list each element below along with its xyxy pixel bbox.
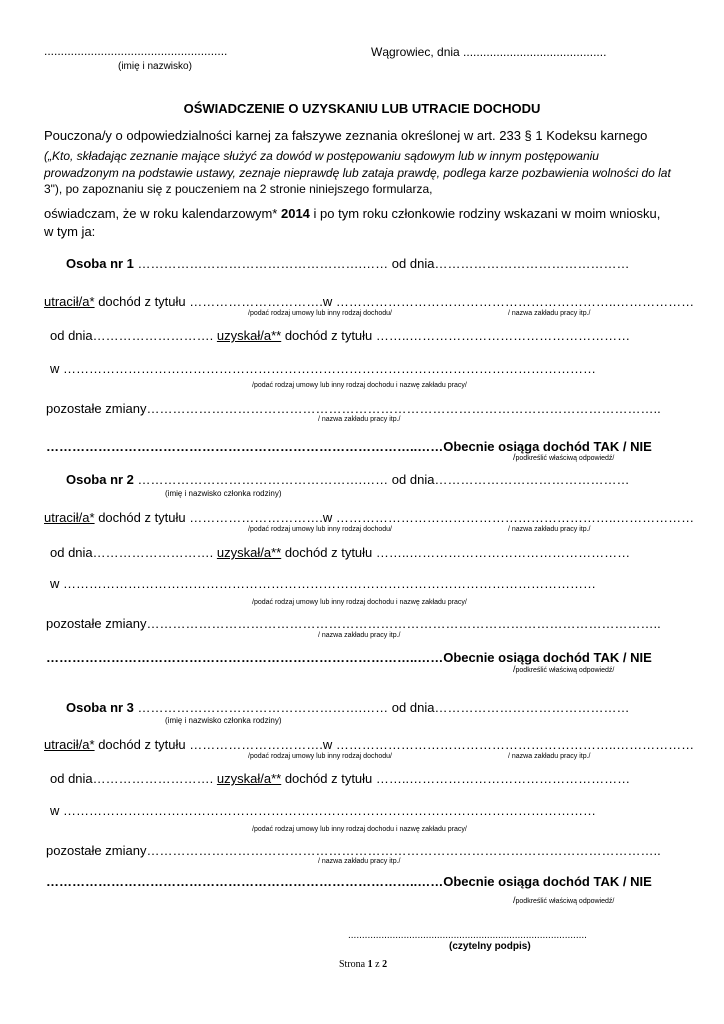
person-2-gained: uzyskał/a** — [216, 545, 282, 560]
person-1-lost: utracił/a* — [44, 294, 95, 309]
person-3-name-dots: …………………………………………….…… — [137, 700, 392, 715]
person-1-name-dots: …………………………………………….…… — [137, 256, 392, 271]
person-3-member-hint: (imię i nazwisko członka rodziny) — [165, 716, 282, 725]
person-3-hint-workplace: / nazwa zakładu pracy itp./ — [508, 753, 591, 760]
intro-quote-3: 3"), po zapoznaniu się z pouczeniem na 2 stronie niniejszego formularza, — [44, 182, 433, 196]
person-3-hint-type-workplace: /podać rodzaj umowy lub inny rodzaj dochodu i nazwę zakładu pracy/ — [252, 826, 467, 833]
person-2-from-date: od dnia — [391, 472, 435, 487]
person-1-hint-other: / nazwa zakładu pracy itp./ — [318, 416, 401, 423]
person-2-w-row: w …………………………………………………………………………………………………………… — [50, 576, 597, 591]
page-number: Strona 1 z 2 — [339, 959, 388, 970]
person-3-currently-row: …………………………………………………………………………..……Obecnie osiąga dochód TAK / NIE — [46, 874, 652, 889]
intro-quote-2: prowadzonym na podstawie ustawy, zeznaje nieprawdę lub zataja prawdę, podlega karze pozbawienia wolności do lat — [44, 166, 671, 180]
person-2-hint-type-workplace: /podać rodzaj umowy lub inny rodzaj dochodu i nazwę zakładu pracy/ — [252, 599, 467, 606]
person-2-label: Osoba nr 2 — [66, 472, 134, 487]
person-1-hint-type-workplace: /podać rodzaj umowy lub inny rodzaj dochodu i nazwę zakładu pracy/ — [252, 382, 467, 389]
person-1-gained: uzyskał/a** — [216, 328, 282, 343]
person-1-hint-type: /podać rodzaj umowy lub inny rodzaj dochodu/ — [248, 310, 392, 317]
person-3-label: Osoba nr 3 — [66, 700, 134, 715]
person-2-hint-type: /podać rodzaj umowy lub inny rodzaj dochodu/ — [248, 526, 392, 533]
person-2-currently: Obecnie osiąga dochód TAK / NIE — [443, 650, 652, 665]
person-3-hint-other: / nazwa zakładu pracy itp./ — [318, 858, 401, 865]
intro-line-1: Pouczona/y o odpowiedzialności karnej za fałszywe zeznania określonej w art. 233 § 1 Kodeksu karnego — [44, 128, 648, 143]
person-1-date-dots: ……………………………………… — [434, 256, 630, 271]
person-2-hint-workplace: / nazwa zakładu pracy itp./ — [508, 526, 591, 533]
person-2-other-row: pozostałe zmiany……………………………………………………………………………………………………….. — [46, 616, 661, 631]
person-1-lost-row: utracił/a* dochód z tytułu ………………………….w ………………………………………………………..……………… — [44, 294, 695, 309]
person-2-currently-row: …………………………………………………………………………..……Obecnie osiąga dochód TAK / NIE — [46, 650, 652, 665]
person-2-hint-other: / nazwa zakładu pracy itp./ — [318, 632, 401, 639]
person-1-other-row: pozostałe zmiany……………………………………………………………………………………………………….. — [46, 401, 661, 416]
person-2-lost-row: utracił/a* dochód z tytułu ………………………….w ………………………………………………………..……………… — [44, 510, 695, 525]
person-3-w-row: w …………………………………………………………………………………………………………… — [50, 803, 597, 818]
declaration-pre: oświadczam, że w roku kalendarzowym* — [44, 206, 281, 221]
person-1-row — [66, 256, 629, 271]
intro-quote-1: („Kto, składając zeznanie mające służyć za dowód w postępowaniu sądowym lub w innym postępowaniu — [44, 149, 599, 163]
person-3-hint-type: /podać rodzaj umowy lub inny rodzaj dochodu/ — [248, 753, 392, 760]
page-title: OŚWIADCZENIE O UZYSKANIU LUB UTRACIE DOCHODU — [183, 101, 541, 116]
declaration-line-2: w tym ja: — [44, 224, 96, 239]
person-3-row — [66, 700, 629, 715]
person-1-currently-row: …………………………………………………………………………..……Obecnie osiąga dochód TAK / NIE — [46, 439, 652, 454]
person-2-gained-row: od dnia………………………. uzyskał/a** dochód z tytułu ……..…………………………………………… — [50, 545, 631, 560]
signature-label: (czytelny podpis) — [449, 941, 531, 952]
declaration-year: 2014 — [280, 206, 310, 221]
person-3-gained: uzyskał/a** — [216, 771, 282, 786]
person-2-member-hint: (imię i nazwisko członka rodziny) — [165, 489, 282, 498]
person-1-from-date: od dnia — [391, 256, 435, 271]
place-date: Wągrowiec, dnia ........................................... — [371, 45, 607, 59]
person-2-date-dots: ……………………………………… — [434, 472, 630, 487]
signature-dots: ...................................................................................... — [348, 930, 587, 941]
person-2-name-dots: …………………………………………….…… — [137, 472, 392, 487]
declaration-post: i po tym roku członkowie rodziny wskazani w moim wniosku, — [309, 206, 661, 221]
person-2-lost: utracił/a* — [44, 510, 95, 525]
person-3-lost-row: utracił/a* dochód z tytułu ………………………….w ………………………………………………………..……………… — [44, 737, 695, 752]
person-3-date-dots: ……………………………………… — [434, 700, 630, 715]
declaration-line-1 — [44, 206, 660, 221]
name-dots: ....................................................... — [44, 44, 228, 58]
person-3-gained-row: od dnia………………………. uzyskał/a** dochód z tytułu ……..…………………………………………… — [50, 771, 631, 786]
person-1-hint-workplace: / nazwa zakładu pracy itp./ — [508, 310, 591, 317]
person-3-from-date: od dnia — [391, 700, 435, 715]
person-3-other-row: pozostałe zmiany……………………………………………………………………………………………………….. — [46, 843, 661, 858]
person-3-underline-hint: /podkreślić właściwą odpowiedź/ — [513, 895, 615, 905]
name-label: (imię i nazwisko) — [118, 61, 192, 72]
person-1-currently: Obecnie osiąga dochód TAK / NIE — [443, 439, 652, 454]
person-1-gained-row: od dnia………………………. uzyskał/a** dochód z tytułu ……..…………………………………………… — [50, 328, 631, 343]
person-1-label: Osoba nr 1 — [66, 256, 134, 271]
person-2-underline-hint: /podkreślić właściwą odpowiedź/ — [513, 664, 615, 674]
person-2-row — [66, 472, 629, 487]
person-1-w-row: w …………………………………………………………………………………………………………… — [50, 361, 597, 376]
person-3-lost: utracił/a* — [44, 737, 95, 752]
person-3-currently: Obecnie osiąga dochód TAK / NIE — [443, 874, 652, 889]
person-1-underline-hint: /podkreślić właściwą odpowiedź/ — [513, 452, 615, 462]
